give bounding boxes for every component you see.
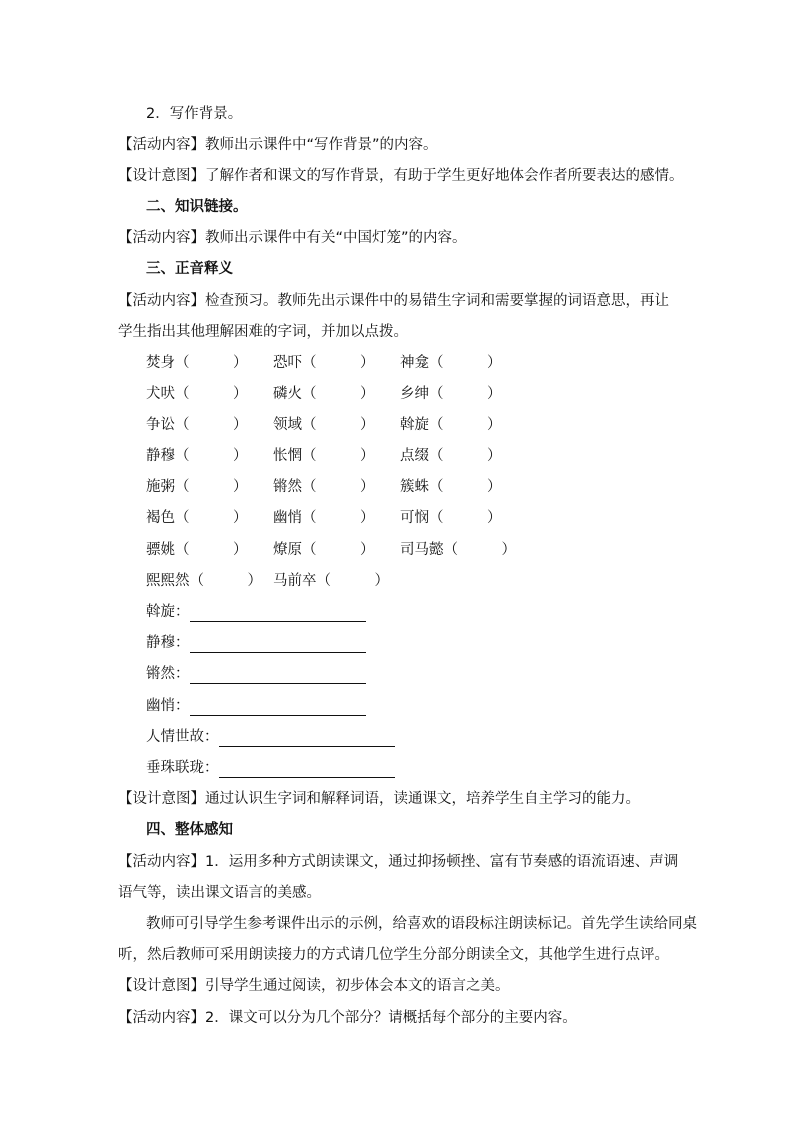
answer-blank — [190, 669, 366, 684]
paragraph: 学生指出其他理解困难的字词，并加以点拨。 — [118, 324, 408, 340]
vocab-item: 争讼（ ） — [146, 417, 248, 433]
paragraph: 【设计意图】通过认识生字词和解释词语，读通课文，培养学生自主学习的能力。 — [118, 791, 640, 807]
vocab-item: 静穆（ ） — [146, 448, 248, 464]
paragraph: 教师可引导学生参考课件出示的示例，给喜欢的语段标注朗读标记。首先学生读给同桌 — [146, 916, 697, 932]
paragraph: 【活动内容】教师出示课件中有关“中国灯笼”的内容。 — [118, 230, 467, 246]
paragraph: 【设计意图】引导学生通过阅读，初步体会本文的语言之美。 — [118, 978, 510, 994]
definition-line — [146, 696, 366, 716]
vocab-item: 可悯（ ） — [400, 510, 502, 526]
definition-term: 垂珠联珑： — [146, 760, 219, 776]
paragraph: 【设计意图】了解作者和课文的写作背景，有助于学生更好地体会作者所要表达的感情。 — [118, 168, 684, 184]
vocab-item: 犬吠（ ） — [146, 386, 248, 402]
vocab-item: 施粥（ ） — [146, 479, 248, 495]
section-heading: 四、整体感知 — [146, 822, 233, 838]
vocab-item: 恐吓（ ） — [273, 355, 375, 371]
paragraph: 听，然后教师可采用朗读接力的方式请几位学生分部分朗读全文，其他学生进行点评。 — [118, 947, 669, 963]
vocab-item: 焚身（ ） — [146, 355, 248, 371]
definition-line — [146, 758, 395, 778]
answer-blank — [219, 732, 395, 747]
answer-blank — [190, 607, 366, 622]
answer-blank — [219, 763, 395, 778]
vocab-item: 神龛（ ） — [400, 355, 502, 371]
definition-term: 斡旋： — [146, 604, 190, 620]
vocab-item: 领域（ ） — [273, 417, 375, 433]
definition-term: 人情世故： — [146, 729, 219, 745]
definition-term: 幽悄： — [146, 698, 190, 714]
section-heading: 二、知识链接。 — [146, 199, 248, 215]
vocab-item: 燎原（ ） — [273, 542, 375, 558]
answer-blank — [190, 701, 366, 716]
vocab-item: 锵然（ ） — [273, 479, 375, 495]
definition-term: 静穆： — [146, 635, 190, 651]
vocab-item: 磷火（ ） — [273, 386, 375, 402]
vocab-item: 乡绅（ ） — [400, 386, 502, 402]
definition-line — [146, 602, 366, 622]
vocab-item: 簇蛛（ ） — [400, 479, 502, 495]
vocab-item: 马前卒（ ） — [273, 573, 389, 589]
paragraph: 【活动内容】检查预习。教师先出示课件中的易错生字词和需要掌握的词语意思，再让 — [118, 293, 669, 309]
paragraph: 语气等，读出课文语言的美感。 — [118, 885, 321, 901]
definition-line — [146, 633, 366, 653]
paragraph: 【活动内容】教师出示课件中“写作背景”的内容。 — [118, 137, 438, 153]
vocab-item: 褐色（ ） — [146, 510, 248, 526]
vocab-item: 司马懿（ ） — [400, 542, 516, 558]
paragraph: 【活动内容】1．运用多种方式朗读课文，通过抑扬顿挫、富有节奏感的语流语速、声调 — [118, 854, 679, 870]
answer-blank — [190, 638, 366, 653]
section-heading: 三、正音释义 — [146, 261, 233, 277]
vocab-item: 斡旋（ ） — [400, 417, 502, 433]
paragraph: 【活动内容】2．课文可以分为几个部分？请概括每个部分的主要内容。 — [118, 1010, 577, 1026]
vocab-item: 怅惘（ ） — [273, 448, 375, 464]
vocab-item: 点缀（ ） — [400, 448, 502, 464]
definition-term: 锵然： — [146, 666, 190, 682]
section-subheading: 2．写作背景。 — [146, 106, 243, 122]
vocab-item: 熙熙然（ ） — [146, 573, 262, 589]
definition-line — [146, 727, 395, 747]
vocab-item: 幽悄（ ） — [273, 510, 375, 526]
vocab-item: 骠姚（ ） — [146, 542, 248, 558]
definition-line — [146, 664, 366, 684]
